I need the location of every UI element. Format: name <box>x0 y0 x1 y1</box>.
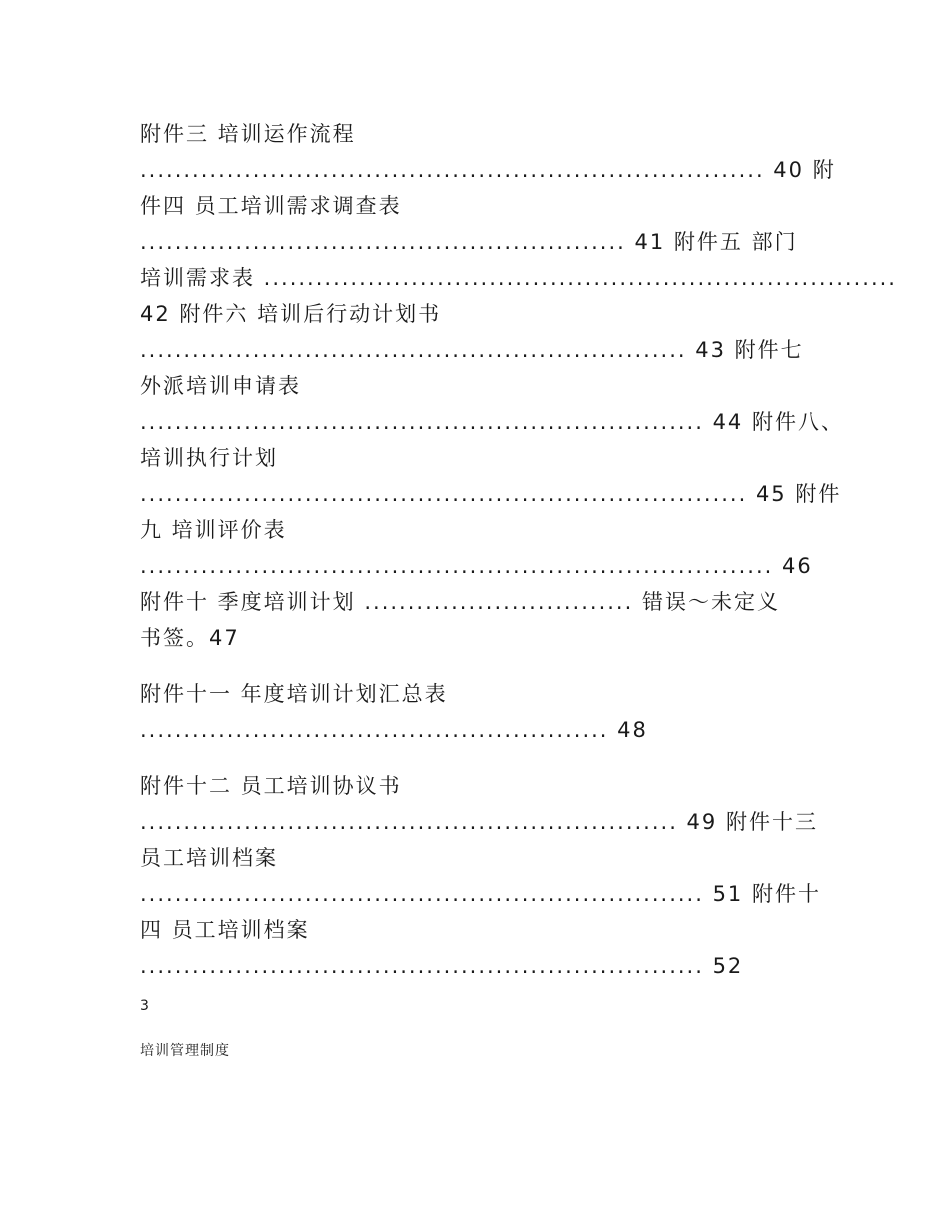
toc-line: ........................................................................ 40 附 <box>140 158 836 182</box>
toc-line: 培训执行计划 <box>140 446 278 470</box>
toc-line: 员工培训档案 <box>140 846 278 870</box>
toc-line: 件四 员工培训需求调查表 <box>140 194 402 218</box>
toc-line: 附件十二 员工培训协议书 <box>140 774 402 798</box>
toc-line: 书签。47 <box>140 626 240 650</box>
document-footer-title: 培训管理制度 <box>140 1043 230 1059</box>
toc-line: 培训需求表 ......................................................................... <box>140 266 897 290</box>
toc-line: ...................................................................... 45 附件 <box>140 482 842 506</box>
toc-line: 附件三 培训运作流程 <box>140 122 356 146</box>
toc-line: ................................................................. 52 <box>140 954 744 978</box>
toc-line: ............................................................... 43 附件七 <box>140 338 804 362</box>
toc-line: 附件十 季度培训计划 ............................... 错误～未定义 <box>140 590 780 614</box>
toc-line: 附件十一 年度培训计划汇总表 <box>140 682 448 706</box>
toc-line: ...................................................... 48 <box>140 718 648 742</box>
toc-line: ......................................................................... 46 <box>140 554 813 578</box>
page-number: 3 <box>140 998 149 1014</box>
toc-line: ................................................................. 51 附件十 <box>140 882 821 906</box>
toc-line: ........................................................ 41 附件五 部门 <box>140 230 798 254</box>
toc-line: 外派培训申请表 <box>140 374 301 398</box>
toc-line: 四 员工培训档案 <box>140 918 310 942</box>
toc-line: ................................................................. 44 附件八、 <box>140 410 844 434</box>
table-of-contents <box>140 116 897 984</box>
toc-line: 42 附件六 培训后行动计划书 <box>140 302 442 326</box>
toc-line: 九 培训评价表 <box>140 518 287 542</box>
toc-line: .............................................................. 49 附件十三 <box>140 810 818 834</box>
